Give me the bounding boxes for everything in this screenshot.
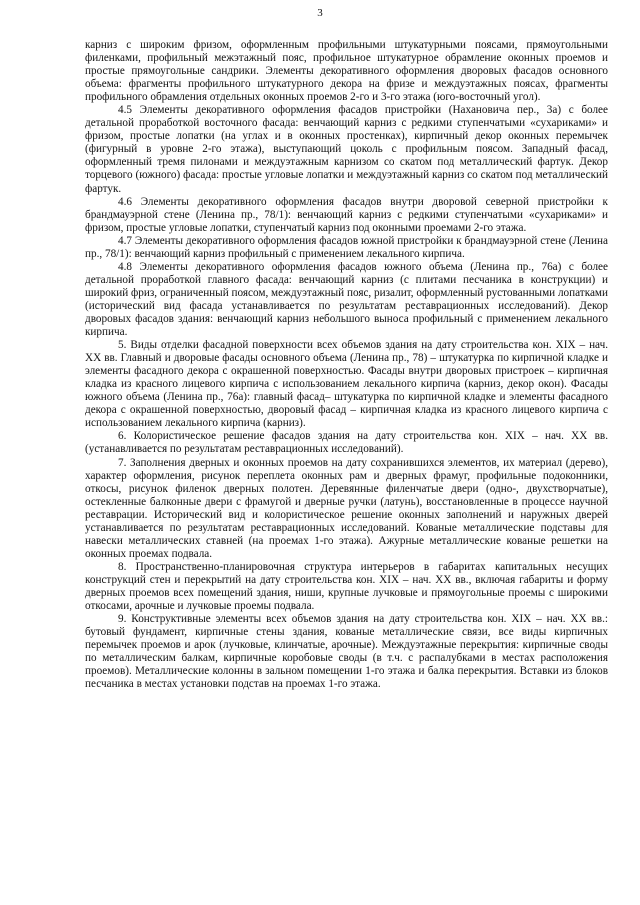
paragraph-4-8: 4.8 Элементы декоративного оформления фасадов южного объема (Ленина пр., 76а) с более детальной проработкой главного фасада: венчающий карниз (с плитами песчаника в конструкции) и широкий фриз, ограниченный поясом, междуэтажный пояс, ризалит, оформленный рустованными лопатками (исторический вид фасада устанавливается по результатам реставрационных исследований). Декор дворовых фасадов здания: венчающий карниз небольшого выноса профильный с применением лекального кирпича. <box>85 260 608 339</box>
document-body <box>85 39 608 691</box>
paragraph-6: 6. Колористическое решение фасадов здания на дату строительства кон. XIX – нач. XX вв. (устанавливается по результатам реставрационных исследований). <box>85 430 608 456</box>
paragraph-continuation: карниз с широким фризом, оформленным профильными штукатурными поясами, прямоугольными филенками, профильный межэтажный пояс, профильное штукатурное обрамление оконных проемов и простые прямоугольные сандрики. Элементы декоративного оформления дворовых фасадов основного объема: фрагменты профильного штукатурного декора на фризе и междуэтажных поясах, фрагменты профильного обрамления отдельных оконных проемов 2-го и 3-го этажа (юго-восточный угол). <box>85 39 608 104</box>
paragraph-4-6: 4.6 Элементы декоративного оформления фасадов внутри дворовой северной пристройки к брандмауэрной стене (Ленина пр., 78/1): венчающий карниз с редкими ступенчатыми «сухариками» и фризом, простые угловые лопатки, ступенчатый карниз под оконными проемами 2-го этажа. <box>85 195 608 234</box>
paragraph-4-5: 4.5 Элементы декоративного оформления фасадов пристройки (Нахановича пер., 3а) с более детальной проработкой восточного фасада: венчающий карниз с редкими ступенчатыми «сухариками» и фризом, простые лопатки (на углах и в оконных простенках), кирпичный декор оконных перемычек (фигурный в уровне 2-го этажа), выступающий цоколь с профильным поясом. Западный фасад, оформленный тремя пилонами и междуэтажным карнизом со скатом под металлический фартук. Декор торцевого (южного) фасада: простые угловые лопатки и междуэтажный карниз со скатом под металлический фартук. <box>85 104 608 195</box>
paragraph-5: 5. Виды отделки фасадной поверхности всех объемов здания на дату строительства кон. XIX – нач. XX вв. Главный и дворовые фасады основного объема (Ленина пр., 78) – штукатурка по кирпичной кладке и элементы фасадного декора с окрашенной поверхностью. Фасады внутри дворовых пристроек – кирпичная кладка из красного лицевого кирпича с использованием лекального кирпича (карниз, декор окон). Фасады южного объема (Ленина пр., 76а): главный фасад– штукатурка по кирпичной кладке и элементы фасадного декора с окрашенной поверхностью, дворовый фасад – кирпичная кладка из красного лицевого кирпича с использованием лекального кирпича (карниз). <box>85 339 608 430</box>
paragraph-4-7: 4.7 Элементы декоративного оформления фасадов южной пристройки к брандмауэрной стене (Ленина пр., 78/1): венчающий карниз профильный с применением лекального кирпича. <box>85 234 608 260</box>
paragraph-8: 8. Пространственно-планировочная структура интерьеров в габаритах капитальных несущих конструкций стен и перекрытий на дату строительства кон. XIX – нач. XX вв., включая габариты и форму дверных проемов всех помещений здания, ниши, крупные лучковые и прямоугольные проемы с широкими откосами, арочные и лучковые проемы подвала. <box>85 560 608 613</box>
paragraph-9: 9. Конструктивные элементы всех объемов здания на дату строительства кон. XIX – нач. XX вв.: бутовый фундамент, кирпичные стены здания, кованые металлические связи, все виды кирпичных перемычек проемов и арок (лучковые, клинчатые, арочные). Междуэтажные перекрытия: кирпичные своды по металлическим балкам, кирпичные коробовые своды (в т.ч. с распалубками в местах расположения проемов). Металлические колонны в зальном помещении 1-го этажа и балка перекрытия. Вставки из блоков песчаника в местах установки подстав на проемах 1-го этажа. <box>85 613 608 691</box>
paragraph-7: 7. Заполнения дверных и оконных проемов на дату сохранившихся элементов, их материал (дерево), характер оформления, рисунок переплета оконных рам и дверных фрамуг, профильные подоконники, откосы, рисунок филенок дверных полотен. Деревянные филенчатые двери (одно-, двухстворчатые), остекленные балконные двери с фрамугой и дверные ручки (латунь), восстановленные в процессе научной реставрации. Исторический вид и колористическое решение оконных заполнений и наружных дверей устанавливается по результатам реставрационных исследований. Кованые металлические подставы для навески металлических ставней (на проемах 1-го этажа). Ажурные металлические кованые решетки на оконных проемах подвала. <box>85 456 608 560</box>
page-number: 3 <box>317 7 323 19</box>
